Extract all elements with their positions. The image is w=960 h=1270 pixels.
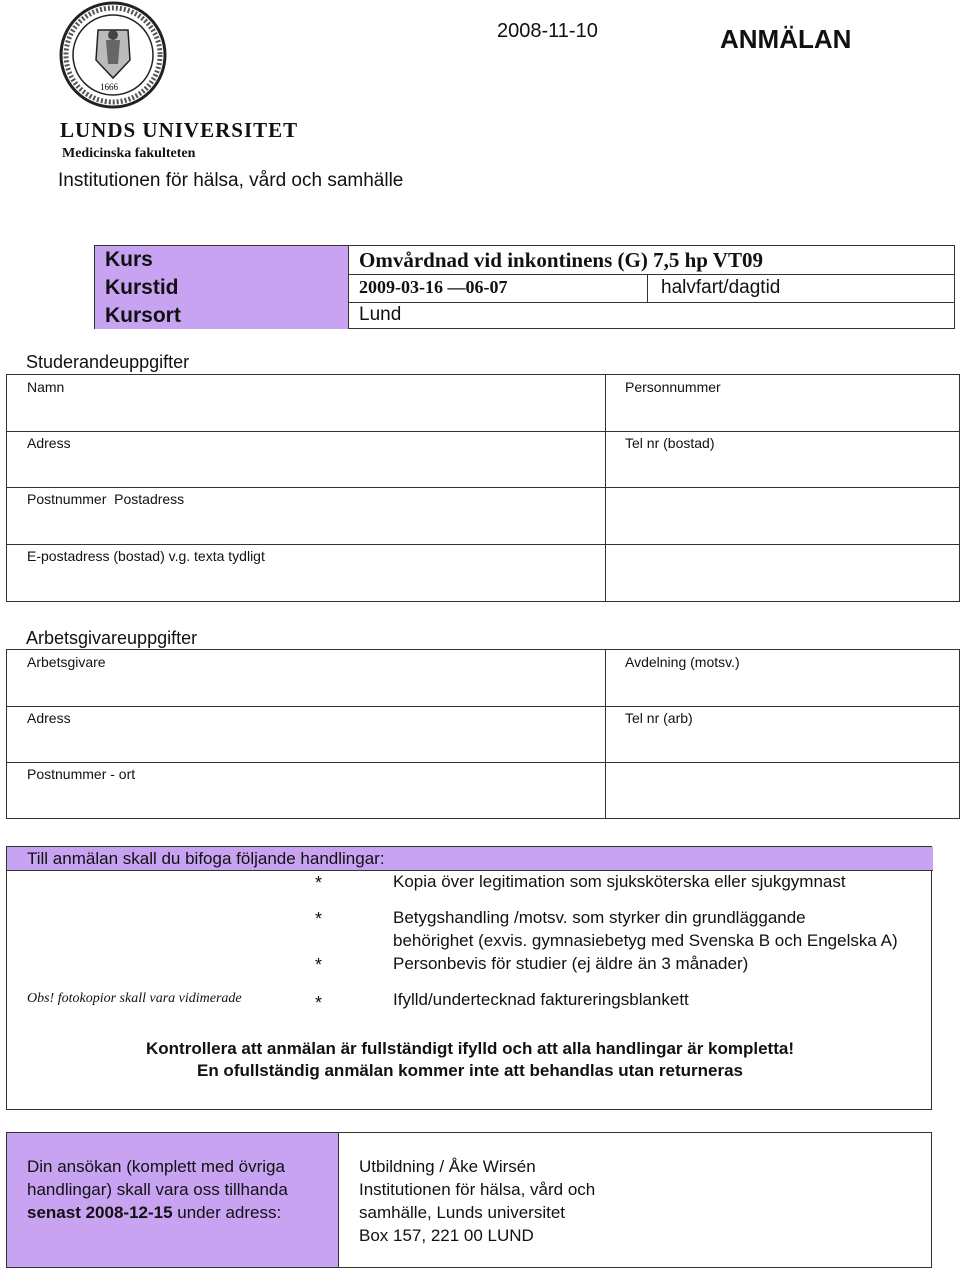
address-line: Institutionen för hälsa, vård och: [359, 1180, 596, 1199]
faculty-name: Medicinska fakulteten: [62, 146, 196, 161]
form-column-divider: [605, 650, 606, 818]
attachment-item: Ifylld/undertecknad faktureringsblankett: [393, 990, 689, 1009]
form-divider: [7, 544, 959, 545]
form-divider: [7, 762, 959, 763]
form-divider: [7, 431, 959, 432]
attachment-item: Kopia över legitimation som sjuksköterska eller sjukgymnast: [393, 872, 846, 891]
course-location: Lund: [359, 304, 402, 325]
student-section-title: Studerandeuppgifter: [26, 352, 190, 372]
form-divider: [7, 706, 959, 707]
completeness-warning: Kontrollera att anmälan är fullständigt ifylld och att alla handlingar är kompletta!: [146, 1039, 794, 1058]
course-dates: 2009-03-16 —06-07: [359, 277, 508, 297]
home-phone-field[interactable]: Tel nr (bostad): [625, 435, 715, 451]
bullet-star-icon: *: [315, 909, 323, 929]
course-time-divider: [647, 274, 648, 302]
email-field[interactable]: E-postadress (bostad) v.g. texta tydligt: [27, 548, 265, 564]
employer-section-title: Arbetsgivareuppgifter: [26, 628, 198, 648]
address-field[interactable]: Adress: [27, 435, 71, 451]
university-name: LUNDS UNIVERSITET: [60, 118, 299, 142]
postal-address-field[interactable]: Postnummer Postadress: [27, 491, 185, 507]
deadline-box: [6, 1132, 932, 1268]
document-date: 2008-11-10: [497, 20, 598, 42]
deadline-text: handlingar) skall vara oss tillhanda: [27, 1180, 288, 1199]
name-field[interactable]: Namn: [27, 379, 65, 395]
attachments-box: [6, 846, 932, 1110]
deadline-text: [27, 1203, 281, 1223]
form-column-divider: [605, 375, 606, 601]
employer-address-field[interactable]: Adress: [27, 710, 71, 726]
course-time-row: [95, 274, 954, 303]
attachments-header: [7, 847, 933, 871]
course-location-label: Kursort: [95, 302, 349, 329]
student-info-form: [6, 374, 960, 602]
personal-number-field[interactable]: Personnummer: [625, 379, 721, 395]
work-phone-field[interactable]: Tel nr (arb): [625, 710, 693, 726]
course-row: [95, 246, 954, 275]
return-warning: En ofullständig anmälan kommer inte att behandlas utan returneras: [196, 1061, 743, 1080]
university-seal-logo: [58, 0, 168, 110]
course-location-row: [95, 302, 954, 329]
employer-field[interactable]: Arbetsgivare: [27, 654, 106, 670]
institution-name: Institutionen för hälsa, vård och samhälle: [58, 170, 404, 191]
department-field[interactable]: Avdelning (motsv.): [625, 654, 740, 670]
course-info-table: [94, 245, 955, 329]
bullet-star-icon: *: [315, 955, 323, 975]
address-line: Utbildning / Åke Wirsén: [359, 1157, 536, 1176]
bullet-star-icon: *: [315, 873, 323, 893]
employer-info-form: [6, 649, 960, 819]
address-line: samhälle, Lunds universitet: [359, 1203, 566, 1222]
course-mode: halvfart/dagtid: [661, 277, 781, 298]
employer-postal-field[interactable]: Postnummer - ort: [27, 766, 136, 782]
course-name: Omvårdnad vid inkontinens (G) 7,5 hp VT09: [359, 248, 763, 272]
attachment-item: behörighet (exvis. gymnasiebetyg med Svenska B och Engelska A): [393, 931, 898, 950]
attachments-title: Till anmälan skall du bifoga följande handlingar:: [27, 849, 385, 868]
deadline-date: senast 2008-12-15: [27, 1203, 173, 1222]
bullet-star-icon: *: [315, 993, 323, 1013]
document-title: ANMÄLAN: [720, 24, 852, 54]
seal-year: 1666: [100, 82, 118, 92]
attachment-item: Betygshandling /motsv. som styrker din grundläggande: [393, 908, 806, 927]
form-divider: [7, 487, 959, 488]
course-label: Kurs: [95, 246, 349, 274]
deadline-text-rest: under adress:: [172, 1203, 282, 1222]
course-time-label: Kurstid: [95, 274, 349, 302]
attachment-item: Personbevis för studier (ej äldre än 3 månader): [393, 954, 749, 973]
certification-note: Obs! fotokopior skall vara vidimerade: [27, 991, 242, 1006]
deadline-panel: [7, 1133, 339, 1267]
deadline-text: Din ansökan (komplett med övriga: [27, 1157, 285, 1176]
address-line: Box 157, 221 00 LUND: [359, 1226, 534, 1245]
